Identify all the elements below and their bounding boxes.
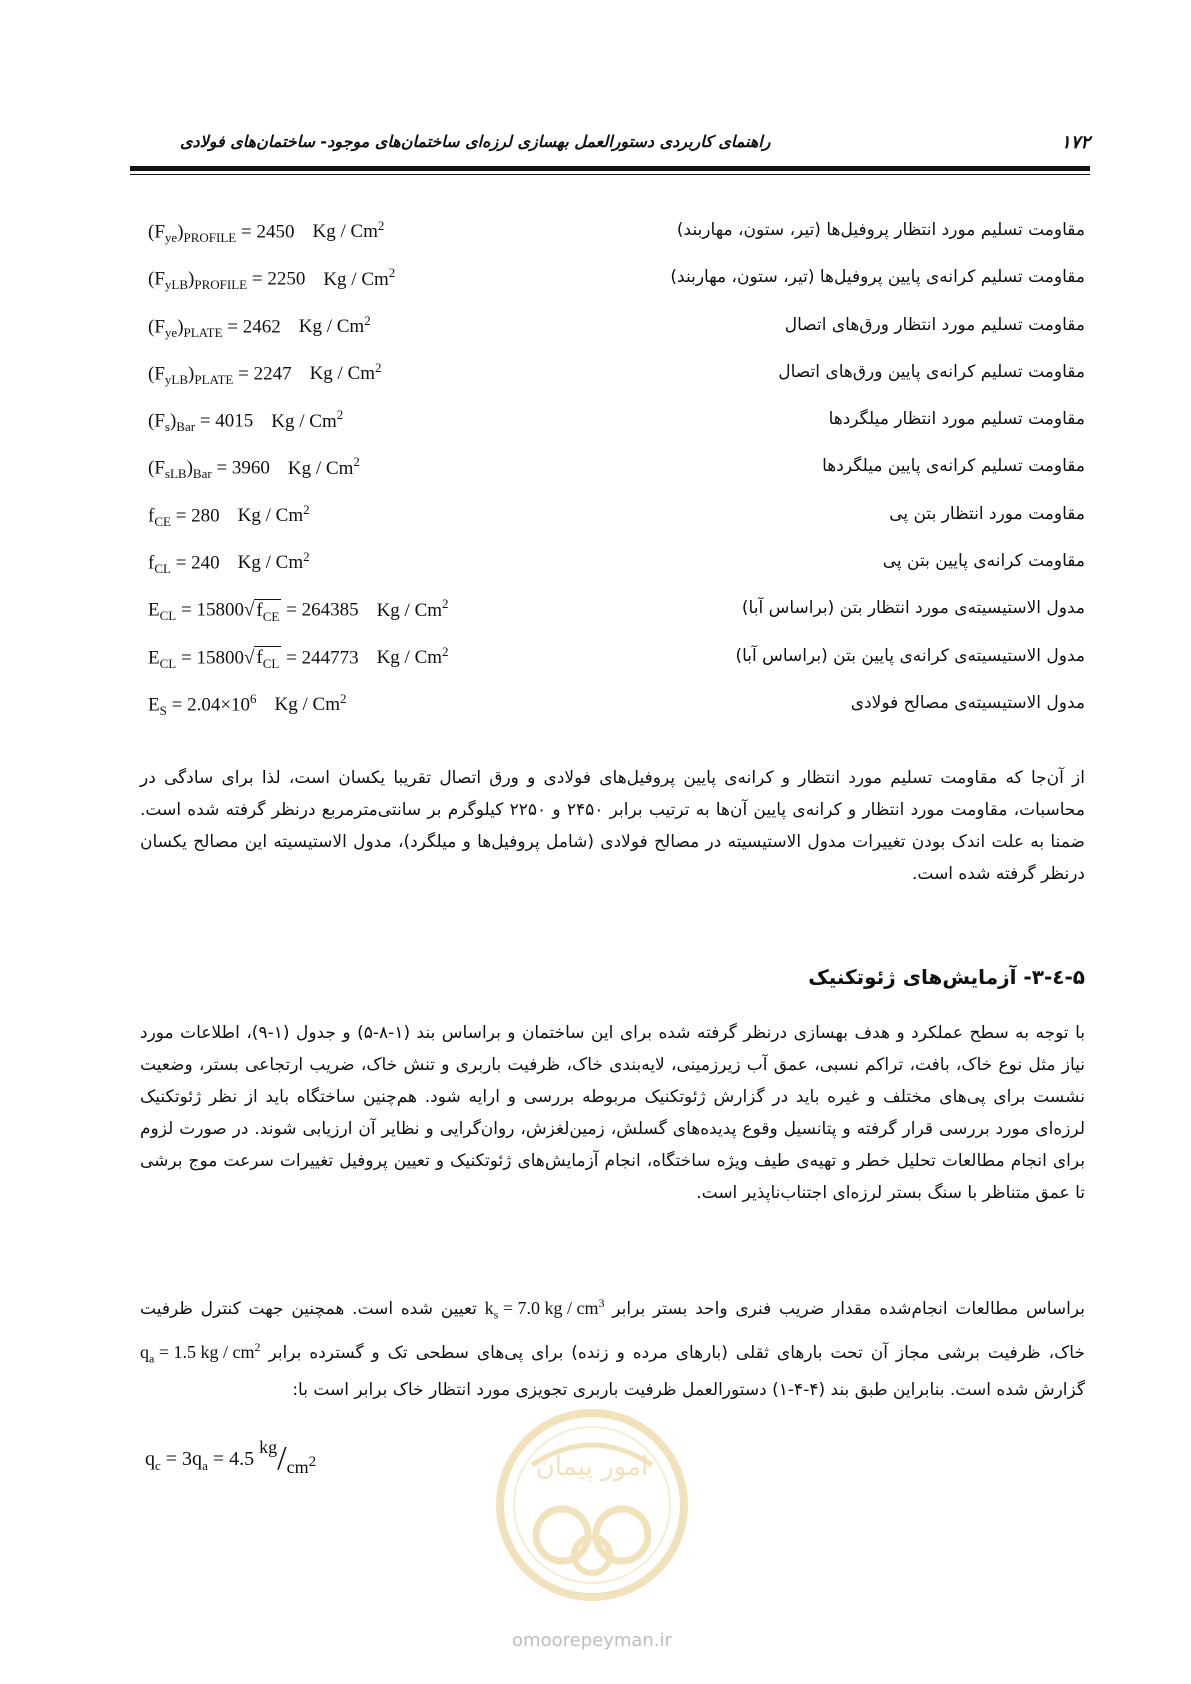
parameter-row: [140, 644, 1085, 691]
parameter-label: مدول الاستیسیته‌ی مورد انتظار بتن (براساس آبا): [741, 598, 1085, 619]
paragraph-geotechnical: با توجه به سطح عملکرد و هدف بهسازی درنظر گرفته شده برای این ساختمان و براساس بند (۱-۸-۵) و جدول (۱-۹)، اطلاعات مورد نیاز مثل نوع خاک، بافت، تراکم نسبی، عمق آب زیرزمینی، لایه‌بندی خاک، ظرفیت باربری و تنش خاک، ضریب ارتجاعی بستر، وضعیت نشست برای پی‌های مختلف و غیره باید در گزارش ژئوتکنیک مربوطه بررسی و ارایه شود. هم‌چنین ساختگاه باید از نظر ژئوتکنیک لرزه‌ای مورد بررسی قرار گرفته و پتانسیل وقوع پدیده‌های گسلش، زمین‌لغزش، روان‌گرایی و نظایر آن ارزیابی شوند. در صورت لزوم برای انجام مطالعات تحلیل خطر و تهیه‌ی طیف ویژه ساختگاه، انجام آزمایش‌های ژئوتکنیک و تعیین پروفیل تغییرات سرعت موج برشی تا عمق متناظر با سنگ بستر لرزه‌ای اجتناب‌ناپذیر است.: [140, 1023, 1085, 1203]
parameter-formula: $(F_{yLB})_{PROFILE} = 2250$ Kg / Cm$^2$: [148, 265, 396, 293]
parameter-label: مقاومت تسلیم کرانه‌ی پایین میلگردها: [822, 456, 1085, 477]
parameter-formula: $(F_{ye})_{PROFILE} = 2450$ Kg / Cm$^2$: [148, 218, 385, 246]
parameter-formula: $E_{CL} = 15800√$ $f_{CE} = 264385$ Kg / Cm$^2$: [148, 596, 449, 624]
watermark-site: omoorepeyman.ir: [512, 1630, 672, 1651]
parameter-label: مقاومت مورد انتظار بتن پی: [889, 503, 1085, 524]
paragraph-steel-properties: از آن‌جا که مقاومت تسلیم مورد انتظار و کرانه‌ی پایین پروفیل‌های فولادی و ورق اتصال تقریبا یکسان است، لذا برای سادگی در محاسبات، مقاومت مورد انتظار و کرانه‌ی پایین آن‌ها به ترتیب برابر ۲۴۵۰ و ۲۲۵۰ کیلوگرم بر سانتی‌مترمربع درنظر گرفته شده است. ضمنا به علت اندک بودن تغییرات مدول الاستیسیته در مصالح فولادی (شامل پروفیل‌ها و میلگرد)، مدول الاستیسیته این مصالح یکسان درنظر گرفته شده است.: [140, 768, 1085, 884]
parameter-label: مدول الاستیسیته‌ی مصالح فولادی: [850, 692, 1085, 713]
watermark-logo: [492, 1405, 692, 1625]
parameter-formula: $f_{CE} = 280$ Kg / Cm$^2$: [148, 501, 310, 529]
qa-formula: $q_a = 1.5$ kg / $cm^2$: [140, 1339, 261, 1366]
parameter-row: [140, 596, 1085, 643]
parameter-label: مقاومت تسلیم مورد انتظار میلگردها: [828, 409, 1085, 430]
parameter-label: مقاومت تسلیم کرانه‌ی پایین ورق‌های اتصال: [778, 361, 1085, 382]
section-heading: ۵-٤-۳- آزمایش‌های ژئوتکنیک: [808, 964, 1085, 989]
parameter-formula: $(F_{yLB})_{PLATE} = 2247$ Kg / Cm$^2$: [148, 359, 382, 388]
parameter-formula: $(F_{ye})_{PLATE} = 2462$ Kg / Cm$^2$: [148, 312, 371, 340]
parameter-row: [140, 265, 1085, 312]
parameter-row: [140, 218, 1085, 265]
parameter-label: مقاومت تسلیم مورد انتظار ورق‌های اتصال: [784, 314, 1085, 335]
parameter-row: [140, 360, 1085, 407]
page-number: ۱۷۲: [1060, 132, 1090, 153]
parameter-formula: $(F_{sLB})_{Bar} = 3960$ Kg / Cm$^2$: [148, 454, 360, 482]
parameter-row: [140, 549, 1085, 596]
parameter-label: مقاومت کرانه‌ی پایین بتن پی: [882, 551, 1085, 572]
parameter-row: [140, 691, 1085, 738]
parameter-label: مقاومت تسلیم کرانه‌ی پایین پروفیل‌ها (تیر، ستون، مهاربند): [670, 267, 1085, 288]
parameter-formula: $E_{CL} = 15800√$ $f_{CL} = 244773$ Kg / Cm$^2$: [148, 643, 449, 671]
parameter-label: مقاومت تسلیم مورد انتظار پروفیل‌ها (تیر، ستون، مهاربند): [676, 220, 1085, 240]
parameter-row: [140, 313, 1085, 360]
header-rule-thick: [130, 166, 1090, 171]
parameter-formula: $(F_s)_{Bar} = 4015$ Kg / Cm$^2$: [148, 407, 344, 435]
material-parameters-list: [140, 218, 1085, 738]
running-title: راهنمای کاربردی دستورالعمل بهسازی لرزه‌ای ساختمان‌های موجود- ساختمان‌های فولادی: [180, 132, 771, 151]
parameter-row: [140, 407, 1085, 454]
ks-formula: $k_s = 7.0$ kg / $cm^3$: [484, 1296, 605, 1322]
svg-text:امور پیمان: امور پیمان: [535, 1452, 649, 1482]
header-rule-thin: [130, 174, 1090, 175]
paragraph-soil-capacity: براساس مطالعات انجام‌شده مقدار ضریب فنری واحد بستر برابر $k_s = 7.0$ kg / $cm^3$ تعیین شده است. همچنین جهت کنترل ظرفیت خاک، ظرفیت برشی مجاز آن تحت بارهای ثقلی (بارهای مرده و زنده) برای پی‌های سطحی تک و گسترده برابر $q_a = 1.5$ kg / $cm^2$ گزارش شده است. بنابراین طبق بند (۴-۴-۱) دستورالعمل ظرفیت باربری تجویزی مورد انتظار خاک برابر است با:: [140, 1287, 1085, 1406]
parameter-formula: $f_{CL} = 240$ Kg / Cm$^2$: [148, 549, 310, 577]
page-header: [130, 126, 1090, 166]
parameter-row: [140, 502, 1085, 549]
parameter-row: [140, 454, 1085, 501]
equation-qc: $q_c = 3q_a = 4.5$ $kg/cm^2$: [145, 1437, 317, 1477]
parameter-formula: $E_S = 2.04\times 10^6$ Kg / Cm$^2$: [148, 690, 347, 719]
parameter-label: مدول الاستیسیته‌ی کرانه‌ی پایین بتن (براساس آبا): [735, 645, 1085, 666]
